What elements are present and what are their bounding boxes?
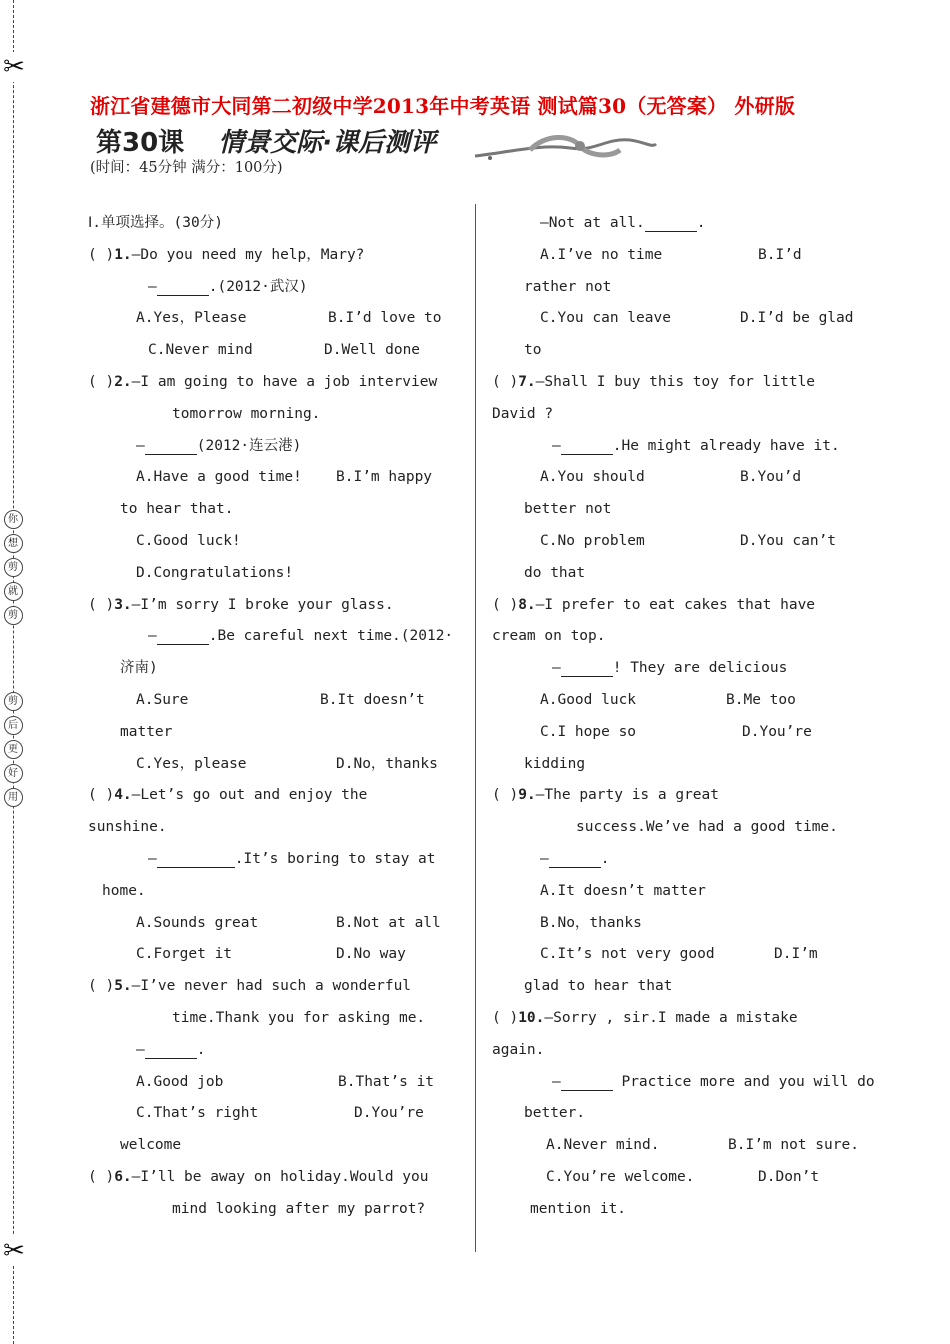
options-row	[88, 1098, 460, 1130]
question-number: 7.	[518, 373, 536, 390]
question-stem: —Shall I buy this toy for little	[535, 373, 816, 390]
option-b[interactable]: B.I’d love to	[328, 310, 442, 327]
option-d[interactable]: D.You’re	[742, 723, 812, 740]
question-reply: — .It’s boring to stay at	[148, 850, 436, 867]
cut-hint-char: 后	[4, 716, 23, 735]
question-stem-cont: success.We’ve had a good time.	[576, 819, 838, 836]
option-d-cont: mention it.	[530, 1200, 627, 1217]
question-stem-cont: tomorrow morning.	[172, 405, 321, 422]
option-c[interactable]: C.Never mind	[148, 342, 253, 359]
option-b[interactable]: B.I’m happy	[336, 469, 433, 486]
option-a[interactable]: A.Yes，Please	[136, 310, 247, 327]
blank[interactable]	[645, 215, 697, 232]
question-5	[88, 971, 460, 1003]
option-c[interactable]: C.Good luck!	[136, 532, 241, 549]
option-b[interactable]: B.Me too	[726, 691, 796, 708]
option-a[interactable]: A.Good job	[136, 1073, 224, 1090]
option-b[interactable]: B.Not at all	[336, 914, 441, 931]
option-d[interactable]: D.You can’t	[740, 532, 837, 549]
blank[interactable]	[561, 438, 613, 455]
lesson-number: 第30课	[96, 127, 185, 158]
option-a[interactable]: A.Have a good time!	[136, 469, 302, 486]
options-row	[492, 240, 870, 272]
options-row	[492, 1130, 870, 1162]
question-6	[88, 1162, 460, 1194]
option-d[interactable]: D.Congratulations!	[136, 564, 294, 581]
question-8	[492, 590, 870, 622]
answer-bracket[interactable]: ( )	[88, 596, 115, 613]
question-stem: —I am going to have a job interview	[131, 373, 438, 390]
option-a[interactable]: A.Good luck	[540, 691, 637, 708]
option-b[interactable]: B.You’d	[740, 469, 802, 486]
option-a[interactable]: A.You should	[540, 469, 645, 486]
column-divider	[475, 204, 476, 1252]
blank[interactable]	[145, 438, 197, 455]
question-reply: — .(2012·武汉)	[148, 278, 308, 295]
question-stem: —Do you need my help，Mary?	[131, 246, 365, 263]
cut-hint-char: 好	[4, 764, 23, 783]
option-c[interactable]: C.You can leave	[540, 310, 671, 327]
question-reply: — (2012·连云港)	[136, 437, 302, 454]
question-number: 5.	[114, 978, 132, 995]
blank[interactable]	[157, 279, 209, 296]
cut-hint-char: 剪	[4, 558, 23, 577]
question-number: 3.	[114, 596, 132, 613]
cut-hint-char: 剪	[4, 606, 23, 625]
cut-hint-char: 更	[4, 740, 23, 759]
cut-hint-char: 就	[4, 582, 23, 601]
question-2	[88, 367, 460, 399]
options-row	[492, 717, 870, 749]
question-stem-cont: cream on top.	[492, 628, 606, 645]
answer-bracket[interactable]: ( )	[492, 1009, 519, 1026]
question-reply: — .	[540, 850, 610, 867]
option-d[interactable]: D.No，thanks	[336, 755, 438, 772]
option-c[interactable]: C.You’re welcome.	[546, 1168, 695, 1185]
question-stem-cont: David ?	[492, 405, 554, 422]
question-4	[88, 780, 460, 812]
lesson-banner	[96, 120, 436, 160]
option-d[interactable]: D.Well done	[324, 342, 421, 359]
options-row	[492, 939, 870, 971]
blank[interactable]	[561, 660, 613, 677]
options-row	[88, 335, 460, 367]
question-reply: — Practice more and you will do	[552, 1073, 875, 1090]
question-reply: — ! They are delicious	[552, 660, 788, 677]
question-10	[492, 1003, 870, 1035]
cut-hint-char: 用	[4, 788, 23, 807]
options-row	[88, 749, 460, 781]
decorative-swirl-icon	[470, 130, 660, 166]
question-reply-cont: 济南)	[120, 660, 158, 677]
option-c[interactable]: C.No problem	[540, 532, 645, 549]
lesson-title: 情景交际·课后测评	[218, 127, 437, 158]
cut-line	[13, 0, 14, 1344]
cut-hint-lower	[3, 692, 23, 807]
question-number: 10.	[518, 1009, 545, 1026]
option-d[interactable]: D.You’re	[354, 1105, 424, 1122]
scissors-icon: ✂	[0, 52, 28, 82]
option-d-cont: glad to hear that	[524, 978, 673, 995]
options-row	[492, 1162, 870, 1194]
question-stem: —Sorry , sir.I made a mistake	[544, 1009, 798, 1026]
question-stem-cont: time.Thank you for asking me.	[172, 1009, 426, 1026]
option-d[interactable]: D.No way	[336, 946, 406, 963]
answer-bracket[interactable]: ( )	[492, 787, 519, 804]
option-d-cont: welcome	[120, 1137, 182, 1154]
blank[interactable]	[157, 851, 235, 868]
blank[interactable]	[549, 851, 601, 868]
option-b[interactable]: B.I’d	[758, 246, 802, 263]
options-row	[88, 939, 460, 971]
options-row	[88, 303, 460, 335]
question-stem-cont: again.	[492, 1041, 545, 1058]
question-3	[88, 590, 460, 622]
option-d-cont: do that	[524, 564, 586, 581]
options-row	[492, 462, 870, 494]
question-reply-cont: home.	[102, 882, 146, 899]
cut-hint-upper	[3, 510, 23, 625]
question-stem: —I’m sorry I broke your glass.	[131, 596, 394, 613]
answer-bracket[interactable]: ( )	[492, 596, 519, 613]
options-row	[88, 685, 460, 717]
cut-hint-char: 你	[4, 510, 23, 529]
option-b[interactable]: B.I’m not sure.	[728, 1137, 859, 1154]
options-row	[88, 1067, 460, 1099]
options-row	[88, 908, 460, 940]
answer-bracket[interactable]: ( )	[88, 787, 115, 804]
question-1	[88, 240, 460, 272]
question-reply: —Not at all. .	[540, 215, 706, 231]
answer-bracket[interactable]: ( )	[88, 373, 115, 390]
question-stem-cont: sunshine.	[88, 819, 167, 836]
cut-hint-char: 剪	[4, 692, 23, 711]
option-a[interactable]: A.Never mind.	[546, 1137, 660, 1154]
question-reply: — .He might already have it.	[552, 437, 840, 454]
option-c[interactable]: C.That’s right	[136, 1105, 259, 1122]
question-number: 1.	[114, 246, 132, 263]
option-b-cont: rather not	[524, 278, 612, 295]
question-stem: —The party is a great	[535, 787, 719, 804]
blank[interactable]	[157, 628, 209, 645]
option-a[interactable]: A.Sounds great	[136, 914, 259, 931]
blank[interactable]	[145, 1042, 197, 1059]
question-reply: — .Be careful next time.(2012·	[148, 628, 454, 645]
options-row	[88, 462, 460, 494]
question-stem: —I’ve never had such a wonderful	[131, 978, 412, 995]
answer-bracket[interactable]: ( )	[88, 978, 115, 995]
question-9	[492, 780, 870, 812]
option-c[interactable]: C.I hope so	[540, 723, 637, 740]
question-number: 4.	[114, 787, 132, 804]
question-number: 9.	[518, 787, 536, 804]
question-number: 6.	[114, 1168, 132, 1185]
option-b-cont: better not	[524, 501, 612, 518]
option-a[interactable]: A.I’ve no time	[540, 246, 663, 263]
scissors-icon: ✂	[0, 1236, 28, 1266]
option-d[interactable]: D.I’m	[774, 946, 818, 963]
question-number: 2.	[114, 373, 132, 390]
answer-bracket[interactable]: ( )	[88, 246, 115, 263]
left-column	[88, 208, 460, 1226]
options-row	[492, 685, 870, 717]
cut-hint-char: 想	[4, 534, 23, 553]
option-a[interactable]: A.Sure	[136, 691, 189, 708]
option-b[interactable]: B.No，thanks	[540, 914, 642, 931]
options-row	[492, 526, 870, 558]
blank[interactable]	[561, 1074, 613, 1091]
option-d[interactable]: D.Don’t	[758, 1168, 820, 1185]
question-7	[492, 367, 870, 399]
right-column	[492, 208, 875, 1226]
option-b-cont: to hear that.	[120, 501, 234, 518]
option-c[interactable]: C.It’s not very good	[540, 946, 715, 963]
question-reply-cont: better.	[524, 1105, 586, 1122]
answer-bracket[interactable]: ( )	[88, 1168, 115, 1185]
option-c[interactable]: C.Yes，please	[136, 755, 247, 772]
question-stem-cont: mind looking after my parrot?	[172, 1200, 426, 1217]
option-b[interactable]: B.That’s it	[338, 1073, 435, 1090]
option-d-cont: kidding	[524, 755, 586, 772]
question-number: 8.	[518, 596, 536, 613]
section-heading: Ⅰ.单项选择。(30分)	[88, 215, 223, 231]
document-title: 浙江省建德市大同第二初级中学2013年中考英语 测试篇30（无答案） 外研版	[90, 94, 796, 118]
option-d-cont: to	[524, 342, 542, 359]
option-a[interactable]: A.It doesn’t matter	[540, 882, 706, 899]
answer-bracket[interactable]: ( )	[492, 373, 519, 390]
question-stem: —Let’s go out and enjoy the	[131, 787, 368, 804]
option-d[interactable]: D.I’d be glad	[740, 310, 854, 327]
time-score-info: (时间：45分钟 满分：100分)	[90, 160, 283, 176]
question-stem: —I prefer to eat cakes that have	[535, 596, 816, 613]
option-c[interactable]: C.Forget it	[136, 946, 233, 963]
option-b[interactable]: B.It doesn’t	[320, 691, 425, 708]
option-b-cont: matter	[120, 723, 173, 740]
question-stem: —I’ll be away on holiday.Would you	[131, 1168, 429, 1185]
options-row	[492, 303, 870, 335]
question-reply: — .	[136, 1041, 206, 1058]
